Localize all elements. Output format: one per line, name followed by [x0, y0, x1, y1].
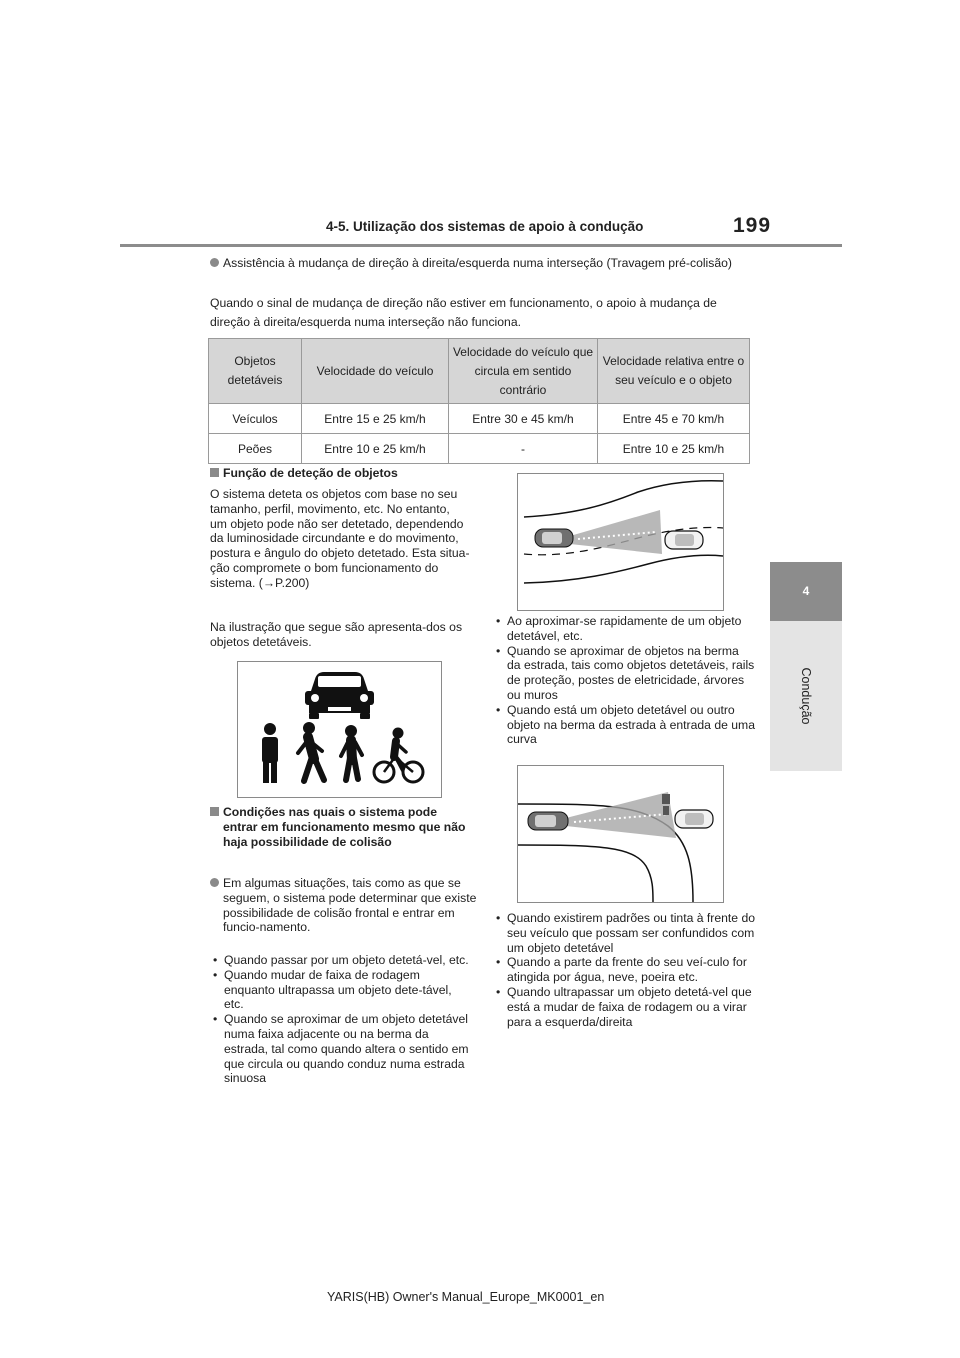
list-item: • Ao aproximar-se rapidamente de um objeto detetável, etc. — [496, 614, 742, 643]
section-title: 4-5. Utilização dos sistemas de apoio à condução — [326, 219, 644, 234]
table-header-cell: Velocidade do veículo — [302, 339, 449, 404]
footer-text: YARIS(HB) Owner's Manual_Europe_MK0001_en — [327, 1290, 605, 1304]
table-header-cell: Velocidade do veículo que circula em sentido contrário — [449, 339, 598, 404]
table-cell: Entre 10 e 25 km/h — [598, 434, 750, 464]
table-cell: Entre 15 e 25 km/h — [302, 404, 449, 434]
list-item: • Quando se aproximar de objetos na berma da estrada, tais como objetos detetáveis, rails de proteção, postes de eletricidade, árvores ou muros — [496, 643, 755, 702]
chapter-tab-number: 4 — [770, 562, 842, 621]
list-item: • Quando mudar de faixa de rodagem enquanto ultrapassa um objeto dete-tável, etc. — [213, 967, 452, 1012]
table-header-row — [209, 339, 750, 404]
section-square-icon — [210, 468, 219, 477]
table-cell: Entre 10 e 25 km/h — [302, 434, 449, 464]
cyclist-icon — [374, 728, 423, 783]
left-condition-list — [210, 953, 472, 1086]
list-item: • Quando ultrapassar um objeto detetá-vel que está a mudar de faixa de rodagem ou a virar para a esquerda/direita — [496, 984, 752, 1029]
child-pedestrian-icon — [341, 725, 362, 780]
table-cell: Veículos — [209, 404, 302, 434]
table-cell: Peões — [209, 434, 302, 464]
bullet-dot-icon — [210, 258, 219, 267]
table-row — [209, 434, 750, 464]
detected-vehicle-icon — [675, 810, 713, 828]
table-row — [209, 404, 750, 434]
heading-object-detection: Função de deteção de objetos — [210, 466, 470, 481]
list-item: • Quando a parte da frente do seu veí-culo for atingida por água, neve, poeira etc. — [496, 955, 747, 985]
intro-paragraph: Quando o sinal de mudança de direção não estiver em funcionamento, o apoio à mudança de direção à direita/esquerda numa interseção não funciona. — [210, 296, 717, 329]
own-vehicle-icon — [535, 529, 573, 547]
car-front-icon — [305, 672, 374, 719]
standing-pedestrian-icon — [262, 723, 278, 783]
section-square-icon — [210, 807, 219, 816]
conditions-bullet: Em algumas situações, tais como as que se seguem, o sistema pode determinar que existe possibilidade de colisão frontal e entrar em funcio-namento. — [210, 876, 485, 935]
walking-pedestrian-icon — [298, 722, 324, 781]
bullet-dot-icon — [210, 878, 219, 887]
figure-winding-road — [517, 473, 724, 611]
paragraph-illustration: Na ilustração que segue são apresenta-dos os objetos detetáveis. — [210, 620, 463, 649]
heading-conditions: Condições nas quais o sistema pode entrar em funcionamento mesmo que não haja possibilidade de colisão — [210, 805, 472, 849]
paragraph-detection: O sistema deteta os objetos com base no seu tamanho, perfil, movimento, etc. No entanto, um objeto pode não ser detetado, dependendo da luminosidade circundante e do movimento, postura e ângulo do objeto detetado. Esta situa-ção compromete o bom funcionamento do sistema. (→P.200) — [210, 487, 470, 590]
list-item: • Quando está um objeto detetável ou outro objeto na berma da estrada à entrada de uma curva — [496, 702, 755, 747]
chapter-tab-label: Condução — [799, 667, 813, 725]
header-rule — [120, 244, 842, 247]
detected-vehicle-icon — [665, 531, 703, 549]
figure-detectable-objects — [237, 661, 442, 798]
table-cell: - — [449, 434, 598, 464]
table-header-cell: Objetos detetáveis — [209, 339, 302, 404]
right-condition-list-2 — [493, 911, 755, 1029]
table-cell: Entre 30 e 45 km/h — [449, 404, 598, 434]
page-number: 199 — [733, 214, 772, 237]
list-item: • Quando se aproximar de um objeto detetável numa faixa adjacente ou na berma da estrada, tal como quando altera o sentido em que circula ou quando conduz numa estrada sinuosa — [213, 1012, 469, 1086]
own-vehicle-icon — [528, 812, 568, 830]
detection-table — [208, 338, 750, 464]
intro-bullet: Assistência à mudança de direção à direita/esquerda numa interseção (Travagem pré-colisão) — [210, 256, 763, 271]
list-item: • Quando existirem padrões ou tinta à frente do seu veículo que possam ser confundidos com um objeto detetável — [496, 911, 756, 955]
list-item: • Quando passar por um objeto detetá-vel, etc. — [213, 953, 469, 967]
right-condition-list-1 — [493, 614, 755, 747]
table-cell: Entre 45 e 70 km/h — [598, 404, 750, 434]
table-header-cell: Velocidade relativa entre o seu veículo e o objeto — [598, 339, 750, 404]
figure-curve-entrance — [517, 765, 724, 903]
